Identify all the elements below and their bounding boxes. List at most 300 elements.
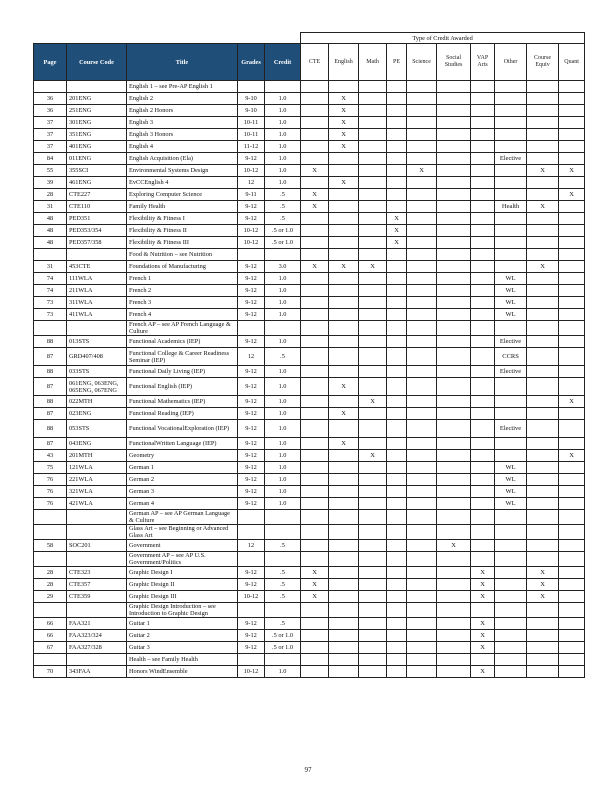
title-cell: Flexibility & Fitness II bbox=[127, 225, 238, 237]
credit-mark-cell bbox=[407, 93, 437, 105]
table-row bbox=[34, 666, 585, 678]
credit-mark-cell bbox=[301, 321, 329, 336]
title-cell: Functional College & Career Readiness Seminar (IEP) bbox=[127, 348, 238, 366]
credit-mark-cell bbox=[329, 237, 359, 249]
credit-mark-cell bbox=[471, 498, 495, 510]
page-cell bbox=[34, 603, 67, 618]
title-cell: English 2 Honors bbox=[127, 105, 238, 117]
credit-mark-cell bbox=[527, 408, 559, 420]
credit-cell: 1.0 bbox=[265, 498, 301, 510]
grades-cell bbox=[238, 654, 265, 666]
credit-mark-cell bbox=[559, 630, 585, 642]
credit-mark-cell bbox=[301, 618, 329, 630]
credit-mark-cell bbox=[301, 129, 329, 141]
credit-mark-cell bbox=[387, 510, 407, 525]
title-cell: Graphic Design III bbox=[127, 591, 238, 603]
credit-mark-cell bbox=[527, 438, 559, 450]
title-cell: Guitar 1 bbox=[127, 618, 238, 630]
credit-mark-cell: Health bbox=[495, 201, 527, 213]
credit-mark-cell bbox=[437, 261, 471, 273]
credit-mark-cell bbox=[301, 408, 329, 420]
grades-cell: 9-12 bbox=[238, 201, 265, 213]
credit-mark-cell bbox=[329, 552, 359, 567]
credit-mark-cell bbox=[407, 420, 437, 438]
grades-cell bbox=[238, 603, 265, 618]
grades-cell: 9-12 bbox=[238, 273, 265, 285]
credit-mark-cell bbox=[407, 225, 437, 237]
grades-cell: 10-11 bbox=[238, 117, 265, 129]
credit-mark-cell bbox=[329, 525, 359, 540]
title-cell: German 1 bbox=[127, 462, 238, 474]
credit-mark-cell bbox=[407, 462, 437, 474]
credit-mark-cell bbox=[527, 603, 559, 618]
credit-mark-cell bbox=[559, 474, 585, 486]
page-cell: 74 bbox=[34, 273, 67, 285]
table-row bbox=[34, 642, 585, 654]
table-row bbox=[34, 117, 585, 129]
title-cell: French 2 bbox=[127, 285, 238, 297]
credit-mark-cell bbox=[387, 486, 407, 498]
credit-mark-cell bbox=[387, 438, 407, 450]
credit-cell bbox=[265, 603, 301, 618]
credit-mark-cell bbox=[495, 189, 527, 201]
credit-mark-cell bbox=[387, 153, 407, 165]
table-row bbox=[34, 408, 585, 420]
credit-mark-cell bbox=[359, 249, 387, 261]
credit-mark-cell bbox=[301, 273, 329, 285]
grades-cell: 9-12 bbox=[238, 438, 265, 450]
credit-mark-cell bbox=[437, 474, 471, 486]
course-code-cell bbox=[67, 603, 127, 618]
credit-mark-cell bbox=[387, 336, 407, 348]
credit-mark-cell bbox=[559, 285, 585, 297]
credit-mark-cell bbox=[495, 249, 527, 261]
page-cell: 36 bbox=[34, 93, 67, 105]
credit-mark-cell bbox=[495, 165, 527, 177]
credit-mark-cell bbox=[301, 213, 329, 225]
credit-mark-cell: X bbox=[387, 225, 407, 237]
credit-mark-cell bbox=[359, 336, 387, 348]
credit-mark-cell bbox=[329, 153, 359, 165]
credit-mark-cell bbox=[387, 201, 407, 213]
credit-mark-cell bbox=[471, 225, 495, 237]
credit-mark-cell: WL bbox=[495, 273, 527, 285]
credit-mark-cell bbox=[437, 486, 471, 498]
credit-mark-cell bbox=[301, 630, 329, 642]
credit-mark-cell bbox=[437, 378, 471, 396]
credit-mark-cell bbox=[387, 450, 407, 462]
credit-mark-cell bbox=[527, 273, 559, 285]
credit-mark-cell: X bbox=[471, 642, 495, 654]
title-cell: Functional Daily Living (IEP) bbox=[127, 366, 238, 378]
credit-mark-cell bbox=[495, 567, 527, 579]
table-row bbox=[34, 591, 585, 603]
course-code-cell: FAA323/324 bbox=[67, 630, 127, 642]
col-science: Science bbox=[407, 44, 437, 81]
credit-mark-cell bbox=[437, 285, 471, 297]
credit-mark-cell: X bbox=[329, 129, 359, 141]
credit-mark-cell bbox=[301, 498, 329, 510]
page-cell: 43 bbox=[34, 450, 67, 462]
credit-mark-cell: X bbox=[359, 261, 387, 273]
credit-mark-cell bbox=[387, 408, 407, 420]
grades-cell: 9-10 bbox=[238, 93, 265, 105]
credit-mark-cell bbox=[359, 273, 387, 285]
credit-mark-cell: X bbox=[301, 591, 329, 603]
page-cell: 58 bbox=[34, 540, 67, 552]
grades-cell: 9-10 bbox=[238, 105, 265, 117]
page-cell: 28 bbox=[34, 579, 67, 591]
credit-mark-cell bbox=[359, 129, 387, 141]
table-row bbox=[34, 237, 585, 249]
title-cell: Functional Mathematics (IEP) bbox=[127, 396, 238, 408]
credit-mark-cell bbox=[301, 141, 329, 153]
course-code-cell: 043ENG bbox=[67, 438, 127, 450]
credit-mark-cell bbox=[471, 348, 495, 366]
course-code-cell: 453CTE bbox=[67, 261, 127, 273]
credit-mark-cell bbox=[359, 153, 387, 165]
credit-mark-cell bbox=[407, 552, 437, 567]
course-code-cell: 023ENG bbox=[67, 408, 127, 420]
credit-mark-cell bbox=[387, 654, 407, 666]
course-code-cell: CTE323 bbox=[67, 567, 127, 579]
credit-mark-cell bbox=[471, 81, 495, 93]
credit-mark-cell bbox=[329, 348, 359, 366]
page-cell: 87 bbox=[34, 378, 67, 396]
credit-mark-cell: X bbox=[329, 408, 359, 420]
page-cell: 36 bbox=[34, 105, 67, 117]
course-code-cell: 011ENG bbox=[67, 153, 127, 165]
credit-mark-cell bbox=[559, 213, 585, 225]
credit-mark-cell bbox=[301, 153, 329, 165]
credit-mark-cell bbox=[471, 408, 495, 420]
credit-mark-cell bbox=[471, 285, 495, 297]
credit-mark-cell: WL bbox=[495, 309, 527, 321]
credit-mark-cell bbox=[471, 378, 495, 396]
credit-mark-cell: X bbox=[329, 177, 359, 189]
table-row bbox=[34, 366, 585, 378]
credit-mark-cell bbox=[437, 642, 471, 654]
credit-mark-cell bbox=[559, 237, 585, 249]
credit-mark-cell: X bbox=[407, 165, 437, 177]
course-code-cell bbox=[67, 249, 127, 261]
grades-cell: 9-12 bbox=[238, 498, 265, 510]
credit-mark-cell: X bbox=[559, 396, 585, 408]
grades-cell: 9-12 bbox=[238, 309, 265, 321]
cross-reference-row bbox=[34, 81, 585, 93]
page-cell bbox=[34, 249, 67, 261]
credit-mark-cell bbox=[471, 105, 495, 117]
credit-mark-cell bbox=[359, 309, 387, 321]
credit-mark-cell bbox=[407, 525, 437, 540]
title-cell: Flexibility & Fitness III bbox=[127, 237, 238, 249]
credit-mark-cell bbox=[407, 261, 437, 273]
credit-mark-cell bbox=[359, 666, 387, 678]
credit-mark-cell bbox=[527, 378, 559, 396]
credit-mark-cell bbox=[329, 165, 359, 177]
credit-mark-cell bbox=[329, 450, 359, 462]
credit-mark-cell bbox=[301, 462, 329, 474]
credit-mark-cell bbox=[527, 213, 559, 225]
course-code-cell: PED357/358 bbox=[67, 237, 127, 249]
credit-mark-cell bbox=[407, 498, 437, 510]
credit-mark-cell bbox=[527, 249, 559, 261]
credit-mark-cell bbox=[527, 510, 559, 525]
credit-mark-cell bbox=[471, 117, 495, 129]
credit-mark-cell bbox=[437, 177, 471, 189]
credit-mark-cell bbox=[527, 297, 559, 309]
credit-mark-cell bbox=[359, 81, 387, 93]
course-code-cell: 111WLA bbox=[67, 273, 127, 285]
credit-mark-cell bbox=[437, 450, 471, 462]
credit-mark-cell bbox=[471, 336, 495, 348]
credit-mark-cell bbox=[407, 336, 437, 348]
credit-mark-cell bbox=[527, 348, 559, 366]
credit-mark-cell bbox=[495, 618, 527, 630]
credit-mark-cell bbox=[527, 630, 559, 642]
credit-mark-cell bbox=[407, 309, 437, 321]
credit-mark-cell bbox=[495, 261, 527, 273]
credit-mark-cell bbox=[495, 321, 527, 336]
course-code-cell: 461ENG bbox=[67, 177, 127, 189]
credit-mark-cell bbox=[527, 654, 559, 666]
course-code-cell: 033STS bbox=[67, 366, 127, 378]
table-row bbox=[34, 378, 585, 396]
credit-mark-cell bbox=[437, 567, 471, 579]
credit-mark-cell bbox=[559, 117, 585, 129]
page-cell: 31 bbox=[34, 201, 67, 213]
credit-mark-cell: X bbox=[359, 450, 387, 462]
credit-mark-cell bbox=[387, 261, 407, 273]
page-cell: 73 bbox=[34, 297, 67, 309]
credit-mark-cell bbox=[527, 450, 559, 462]
credit-mark-cell bbox=[387, 249, 407, 261]
credit-mark-cell bbox=[559, 177, 585, 189]
credit-cell: .5 bbox=[265, 618, 301, 630]
credit-mark-cell bbox=[437, 408, 471, 420]
grades-cell: 9-12 bbox=[238, 618, 265, 630]
course-code-cell: 355SCI bbox=[67, 165, 127, 177]
title-cell: English 4 bbox=[127, 141, 238, 153]
credit-mark-cell bbox=[387, 165, 407, 177]
credit-cell: 1.0 bbox=[265, 420, 301, 438]
credit-mark-cell bbox=[559, 309, 585, 321]
course-code-cell: CTE227 bbox=[67, 189, 127, 201]
credit-mark-cell bbox=[527, 81, 559, 93]
credit-mark-cell bbox=[437, 153, 471, 165]
credit-mark-cell bbox=[387, 603, 407, 618]
title-cell: Government AP – see AP U.S. Government/Politics bbox=[127, 552, 238, 567]
grades-cell bbox=[238, 525, 265, 540]
credit-mark-cell bbox=[301, 510, 329, 525]
col-page: Page bbox=[34, 44, 67, 81]
credit-mark-cell bbox=[387, 81, 407, 93]
credit-mark-cell bbox=[329, 420, 359, 438]
credit-mark-cell: X bbox=[527, 567, 559, 579]
credit-mark-cell bbox=[407, 153, 437, 165]
course-code-cell bbox=[67, 525, 127, 540]
credit-mark-cell bbox=[495, 378, 527, 396]
table-row bbox=[34, 261, 585, 273]
credit-mark-cell: X bbox=[329, 141, 359, 153]
credit-mark-cell bbox=[437, 630, 471, 642]
credit-mark-cell bbox=[559, 321, 585, 336]
credit-mark-cell bbox=[437, 249, 471, 261]
credit-mark-cell bbox=[407, 201, 437, 213]
credit-mark-cell bbox=[301, 177, 329, 189]
credit-mark-cell bbox=[329, 366, 359, 378]
grades-cell bbox=[238, 249, 265, 261]
credit-mark-cell bbox=[359, 177, 387, 189]
course-code-cell: 343FAA bbox=[67, 666, 127, 678]
credit-mark-cell bbox=[407, 603, 437, 618]
credit-mark-cell bbox=[407, 438, 437, 450]
grades-cell: 9-12 bbox=[238, 213, 265, 225]
col-course-code: Course Code bbox=[67, 44, 127, 81]
credit-mark-cell bbox=[559, 261, 585, 273]
credit-mark-cell bbox=[559, 666, 585, 678]
page-cell: 76 bbox=[34, 498, 67, 510]
credit-mark-cell bbox=[387, 396, 407, 408]
table-row bbox=[34, 93, 585, 105]
credit-mark-cell bbox=[559, 510, 585, 525]
credit-mark-cell bbox=[329, 249, 359, 261]
page-cell: 87 bbox=[34, 348, 67, 366]
credit-mark-cell: X bbox=[471, 630, 495, 642]
title-cell: Geometry bbox=[127, 450, 238, 462]
page-cell bbox=[34, 81, 67, 93]
credit-mark-cell bbox=[329, 579, 359, 591]
title-cell: Functional VocationalExploration (IEP) bbox=[127, 420, 238, 438]
course-code-cell: GRD407/408 bbox=[67, 348, 127, 366]
page-cell: 48 bbox=[34, 225, 67, 237]
credit-mark-cell bbox=[329, 396, 359, 408]
page-cell: 67 bbox=[34, 642, 67, 654]
credit-mark-cell: X bbox=[301, 201, 329, 213]
column-header-row bbox=[34, 44, 585, 81]
credit-mark-cell bbox=[329, 474, 359, 486]
credit-mark-cell bbox=[527, 93, 559, 105]
credit-mark-cell: X bbox=[387, 213, 407, 225]
credit-mark-cell bbox=[301, 666, 329, 678]
credit-mark-cell bbox=[387, 552, 407, 567]
grades-cell: 9-12 bbox=[238, 474, 265, 486]
credit-mark-cell bbox=[437, 237, 471, 249]
credit-cell bbox=[265, 81, 301, 93]
grades-cell: 9-12 bbox=[238, 567, 265, 579]
table-row bbox=[34, 420, 585, 438]
credit-mark-cell bbox=[407, 510, 437, 525]
credit-mark-cell bbox=[559, 618, 585, 630]
credit-mark-cell bbox=[407, 618, 437, 630]
page-cell bbox=[34, 321, 67, 336]
credit-mark-cell bbox=[387, 474, 407, 486]
credit-mark-cell bbox=[527, 321, 559, 336]
title-cell: Honors WindEnsemble bbox=[127, 666, 238, 678]
credit-mark-cell bbox=[387, 498, 407, 510]
credit-mark-cell bbox=[495, 603, 527, 618]
title-cell: English 3 Honors bbox=[127, 129, 238, 141]
course-code-cell bbox=[67, 552, 127, 567]
grades-cell: 9-12 bbox=[238, 396, 265, 408]
course-code-cell: CTE110 bbox=[67, 201, 127, 213]
credit-mark-cell bbox=[407, 273, 437, 285]
cross-reference-row bbox=[34, 603, 585, 618]
credit-mark-cell: WL bbox=[495, 474, 527, 486]
col-english: English bbox=[329, 44, 359, 81]
credit-mark-cell: X bbox=[471, 579, 495, 591]
title-cell: EvCCEnglish 4 bbox=[127, 177, 238, 189]
page-cell: 48 bbox=[34, 237, 67, 249]
credit-mark-cell bbox=[301, 105, 329, 117]
credit-mark-cell bbox=[407, 129, 437, 141]
credit-mark-cell bbox=[559, 366, 585, 378]
grades-cell: 9-12 bbox=[238, 378, 265, 396]
credit-mark-cell bbox=[527, 525, 559, 540]
page-cell: 70 bbox=[34, 666, 67, 678]
page-cell: 74 bbox=[34, 285, 67, 297]
credit-mark-cell bbox=[301, 225, 329, 237]
credit-mark-cell bbox=[359, 237, 387, 249]
page-cell: 39 bbox=[34, 177, 67, 189]
credit-mark-cell bbox=[359, 165, 387, 177]
col-credit: Credit bbox=[265, 44, 301, 81]
credit-mark-cell bbox=[495, 408, 527, 420]
credit-mark-cell bbox=[407, 366, 437, 378]
col-other: Other bbox=[495, 44, 527, 81]
credit-mark-cell bbox=[559, 591, 585, 603]
credit-mark-cell bbox=[559, 81, 585, 93]
title-cell: German 3 bbox=[127, 486, 238, 498]
credit-mark-cell bbox=[527, 285, 559, 297]
credit-cell: 1.0 bbox=[265, 165, 301, 177]
title-cell: English 3 bbox=[127, 117, 238, 129]
credit-mark-cell bbox=[527, 129, 559, 141]
credit-mark-cell bbox=[329, 297, 359, 309]
credit-mark-cell: Elective bbox=[495, 153, 527, 165]
credit-cell: 1.0 bbox=[265, 366, 301, 378]
grades-cell: 10-12 bbox=[238, 666, 265, 678]
credit-mark-cell bbox=[527, 486, 559, 498]
credit-mark-cell bbox=[407, 567, 437, 579]
credit-mark-cell bbox=[329, 567, 359, 579]
credit-mark-cell bbox=[559, 378, 585, 396]
page-cell: 87 bbox=[34, 438, 67, 450]
credit-mark-cell: WL bbox=[495, 462, 527, 474]
credit-cell: .5 bbox=[265, 213, 301, 225]
credit-mark-cell bbox=[359, 438, 387, 450]
course-code-cell: 421WLA bbox=[67, 498, 127, 510]
credit-mark-cell bbox=[387, 285, 407, 297]
credit-mark-cell bbox=[527, 141, 559, 153]
course-rows bbox=[34, 81, 585, 678]
grades-cell: 9-12 bbox=[238, 297, 265, 309]
credit-mark-cell bbox=[359, 366, 387, 378]
credit-mark-cell bbox=[359, 462, 387, 474]
page-cell: 66 bbox=[34, 630, 67, 642]
credit-mark-cell bbox=[387, 93, 407, 105]
credit-cell: 1.0 bbox=[265, 408, 301, 420]
credit-mark-cell bbox=[471, 177, 495, 189]
credit-mark-cell bbox=[407, 396, 437, 408]
credit-mark-cell bbox=[301, 348, 329, 366]
credit-mark-cell bbox=[495, 213, 527, 225]
credit-mark-cell bbox=[359, 105, 387, 117]
credit-mark-cell bbox=[495, 642, 527, 654]
credit-mark-cell bbox=[407, 213, 437, 225]
course-code-cell: 251ENG bbox=[67, 105, 127, 117]
credit-mark-cell bbox=[329, 618, 359, 630]
